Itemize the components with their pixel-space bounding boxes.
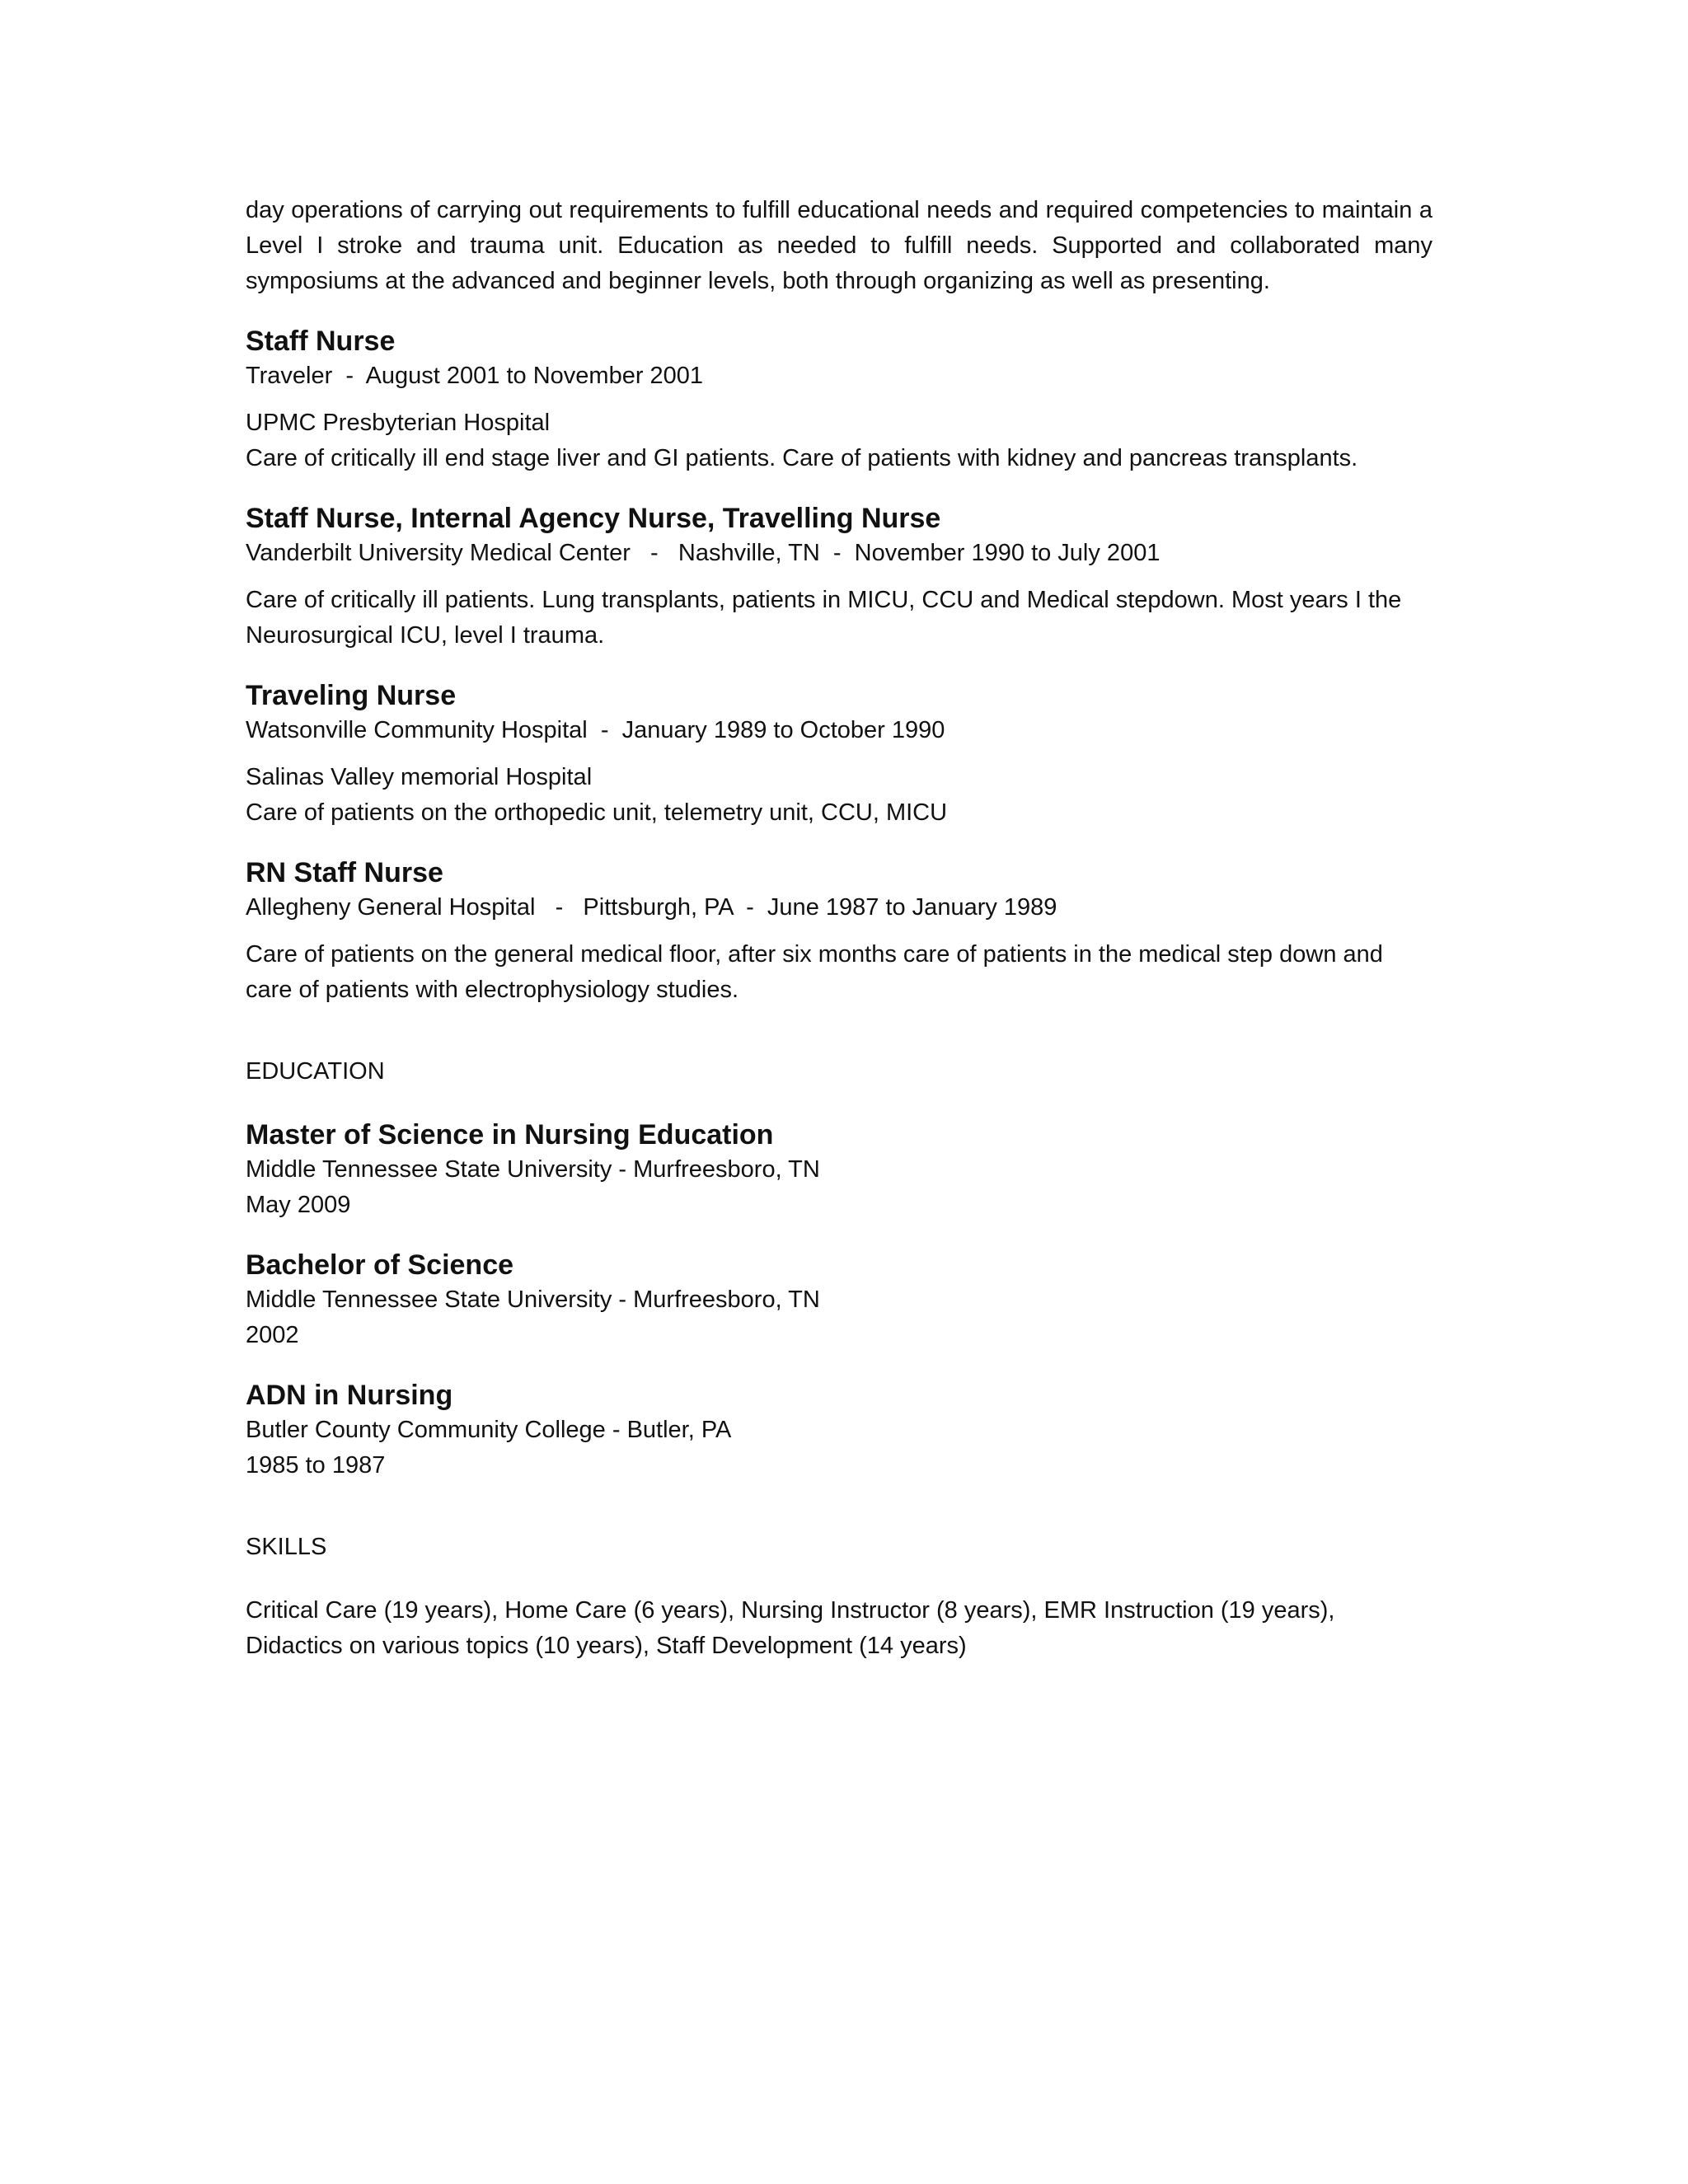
- job-meta: Allegheny General Hospital - Pittsburgh, PA - June 1987 to January 1989: [246, 894, 1057, 921]
- job-description: Care of patients on the orthopedic unit, telemetry unit, CCU, MICU: [246, 799, 948, 826]
- degree-title: Master of Science in Nursing Education: [246, 1119, 774, 1151]
- education-heading: EDUCATION: [246, 1058, 385, 1085]
- skills-heading: SKILLS: [246, 1534, 327, 1560]
- job-entry: [246, 855, 1432, 1008]
- education-entry: [246, 1378, 1432, 1483]
- degree-title: Bachelor of Science: [246, 1249, 514, 1281]
- degree-date: May 2009: [246, 1192, 351, 1218]
- job-title: RN Staff Nurse: [246, 857, 443, 888]
- job-title: Traveling Nurse: [246, 680, 457, 711]
- education-entry: [246, 1118, 1432, 1223]
- job-meta: Watsonville Community Hospital - January 1989 to October 1990: [246, 717, 945, 743]
- school-name: Middle Tennessee State University - Murfreesboro, TN: [246, 1286, 820, 1313]
- job-title: Staff Nurse: [246, 326, 396, 357]
- job-employer: Salinas Valley memorial Hospital: [246, 764, 593, 790]
- intro-paragraph: day operations of carrying out requirements to fulfill educational needs and required competencies to maintain a Level I stroke and trauma unit. Education as needed to fulfill needs. Supported and collaborated many symposiums at the advanced and beginner levels, both through organizing as well as presenting.: [246, 197, 1432, 294]
- job-entry: [246, 501, 1432, 654]
- job-description: Care of critically ill end stage liver and GI patients. Care of patients with kidney and pancreas transplants.: [246, 445, 1358, 471]
- job-entry: [246, 678, 1432, 831]
- job-meta: Traveler - August 2001 to November 2001: [246, 363, 704, 389]
- job-title: Staff Nurse, Internal Agency Nurse, Travelling Nurse: [246, 503, 941, 534]
- job-employer: UPMC Presbyterian Hospital: [246, 410, 551, 436]
- degree-date: 1985 to 1987: [246, 1452, 386, 1479]
- resume-page: [246, 193, 1432, 1664]
- education-entry: [246, 1248, 1432, 1353]
- job-entry: [246, 324, 1432, 476]
- degree-title: ADN in Nursing: [246, 1380, 453, 1411]
- job-meta: Vanderbilt University Medical Center - Nashville, TN - November 1990 to July 2001: [246, 540, 1160, 566]
- job-description: Care of patients on the general medical floor, after six months care of patients in the medical step down and care of patients with electrophysiology studies.: [246, 941, 1383, 1003]
- school-name: Butler County Community College - Butler, PA: [246, 1417, 732, 1443]
- skills-text: Critical Care (19 years), Home Care (6 years), Nursing Instructor (8 years), EMR Instruction (19 years), Didactics on various topics (10 years), Staff Development (14 years): [246, 1597, 1335, 1659]
- school-name: Middle Tennessee State University - Murfreesboro, TN: [246, 1156, 820, 1183]
- degree-date: 2002: [246, 1322, 299, 1348]
- job-description: Care of critically ill patients. Lung transplants, patients in MICU, CCU and Medical stepdown. Most years I the Neurosurgical ICU, level I trauma.: [246, 587, 1402, 649]
